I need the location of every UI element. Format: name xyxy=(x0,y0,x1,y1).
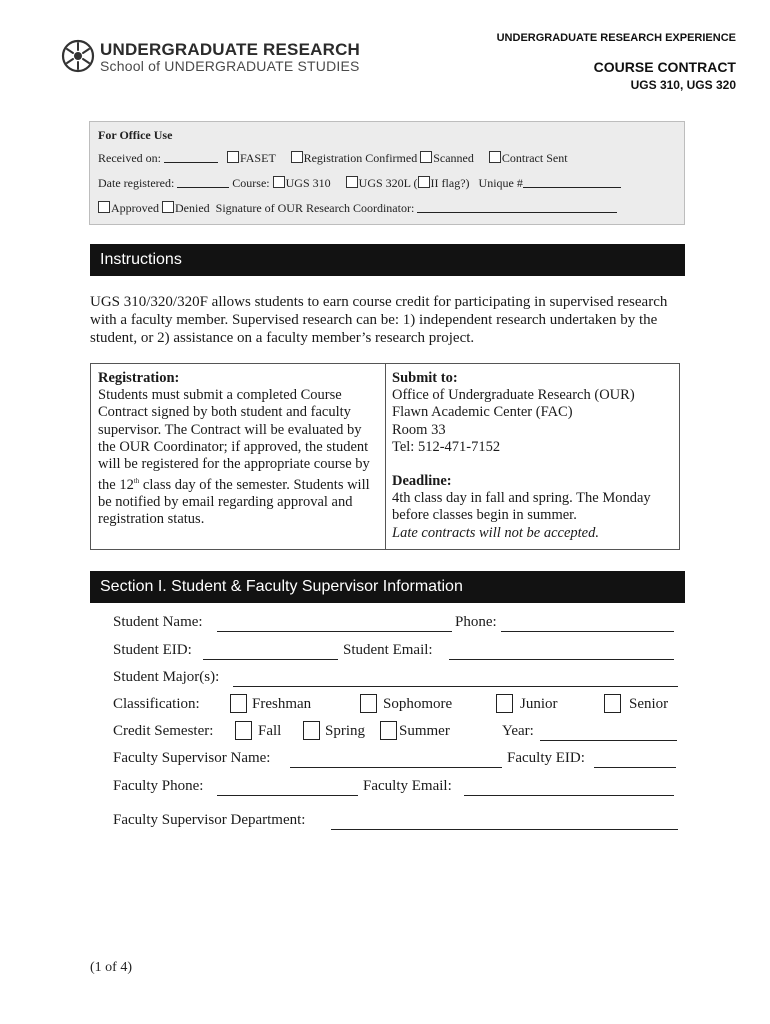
freshman-label: Freshman xyxy=(252,696,312,712)
approved-label: Approved xyxy=(111,201,159,215)
senior-checkbox[interactable] xyxy=(604,694,621,713)
faset-checkbox[interactable] xyxy=(227,151,239,163)
info-table xyxy=(90,363,680,550)
faculty-name-label: Faculty Supervisor Name: xyxy=(113,750,271,766)
registration-text-b: class day of the semester. Students will be notified by email regarding approval and registration status. xyxy=(98,477,370,528)
student-name-label: Student Name: xyxy=(113,614,203,630)
freshman-checkbox[interactable] xyxy=(230,694,247,713)
summer-label: Summer xyxy=(399,723,450,739)
ugs310-label: UGS 310 xyxy=(285,176,331,190)
ugs310-checkbox[interactable] xyxy=(273,176,285,188)
year-label: Year: xyxy=(502,723,534,739)
date-registered-blank[interactable] xyxy=(177,176,229,188)
submit-line-3: Room 33 xyxy=(392,421,446,438)
faculty-eid-field[interactable] xyxy=(594,766,676,768)
section1-heading: Section I. Student & Faculty Supervisor Information xyxy=(90,571,685,603)
approved-checkbox[interactable] xyxy=(98,201,110,213)
submit-line-2: Flawn Academic Center (FAC) xyxy=(392,404,573,421)
instructions-heading: Instructions xyxy=(90,244,685,276)
ugs320l-checkbox[interactable] xyxy=(346,176,358,188)
doc-title: COURSE CONTRACT xyxy=(593,59,736,75)
sophomore-checkbox[interactable] xyxy=(360,694,377,713)
summer-checkbox[interactable] xyxy=(380,721,397,740)
office-heading: For Office Use xyxy=(98,128,173,142)
spring-checkbox[interactable] xyxy=(303,721,320,740)
denied-label: Denied xyxy=(175,201,210,215)
brand-subtitle: School of UNDERGRADUATE STUDIES xyxy=(100,58,360,74)
year-field[interactable] xyxy=(540,739,677,741)
faculty-eid-label: Faculty EID: xyxy=(507,750,585,766)
faculty-phone-field[interactable] xyxy=(217,794,358,796)
doc-courses: UGS 310, UGS 320 xyxy=(630,78,736,92)
faculty-name-field[interactable] xyxy=(290,766,502,768)
signature-label: Signature of OUR Research Coordinator: xyxy=(215,201,415,215)
unique-blank[interactable] xyxy=(523,176,621,188)
registration-text-a: Students must submit a completed Course Contract signed by both student and faculty supervisor. The Contract will be evaluated by the OUR Coordinator; if approved, the student will be registered for the appropriate course by the 12 xyxy=(98,387,370,494)
doc-kicker: UNDERGRADUATE RESEARCH EXPERIENCE xyxy=(496,32,736,44)
fall-checkbox[interactable] xyxy=(235,721,252,740)
registration-heading: Registration: xyxy=(98,370,180,386)
student-name-field[interactable] xyxy=(217,630,452,632)
student-majors-field[interactable] xyxy=(233,685,678,687)
submit-cell xyxy=(392,370,674,542)
student-email-field[interactable] xyxy=(449,658,674,660)
phone-label: Phone: xyxy=(455,614,497,630)
registration-sup: th xyxy=(133,477,140,486)
registration-cell xyxy=(98,370,380,529)
ugr-logo-icon xyxy=(60,38,96,74)
faculty-department-field[interactable] xyxy=(331,828,678,830)
denied-checkbox[interactable] xyxy=(162,201,174,213)
submit-heading: Submit to: xyxy=(392,370,458,386)
instructions-intro: UGS 310/320/320F allows students to earn course credit for participating in supervised research with a faculty member. Supervised research can be: 1) independent research undertaken by the student, or 2) assistance on a faculty member’s research project. xyxy=(90,294,668,346)
credit-semester-label: Credit Semester: xyxy=(113,723,214,739)
received-on-label: Received on: xyxy=(98,151,161,165)
table-divider xyxy=(385,364,386,549)
ii-flag-checkbox[interactable] xyxy=(418,176,430,188)
scanned-label: Scanned xyxy=(433,151,474,165)
phone-field[interactable] xyxy=(501,630,674,632)
office-row-2 xyxy=(98,176,621,191)
fall-label: Fall xyxy=(258,723,282,739)
senior-label: Senior xyxy=(629,696,669,712)
faculty-email-field[interactable] xyxy=(464,794,674,796)
registration-confirmed-label: Registration Confirmed xyxy=(303,151,418,165)
junior-checkbox[interactable] xyxy=(496,694,513,713)
student-eid-field[interactable] xyxy=(203,658,338,660)
student-majors-label: Student Major(s): xyxy=(113,669,220,685)
deadline-note: Late contracts will not be accepted. xyxy=(392,524,599,541)
classification-label: Classification: xyxy=(113,696,200,712)
sophomore-label: Sophomore xyxy=(383,696,453,712)
student-eid-label: Student EID: xyxy=(113,642,192,658)
page-number: (1 of 4) xyxy=(90,960,132,975)
signature-blank[interactable] xyxy=(417,201,617,213)
deadline-text: 4th class day in fall and spring. The Monday before classes begin in summer. xyxy=(392,490,651,524)
spring-label: Spring xyxy=(325,723,366,739)
faculty-email-label: Faculty Email: xyxy=(363,778,452,794)
faset-label: FASET xyxy=(239,151,276,165)
junior-label: Junior xyxy=(520,696,558,712)
brand-title: UNDERGRADUATE RESEARCH xyxy=(100,40,361,59)
received-on-blank[interactable] xyxy=(164,151,218,163)
contract-sent-checkbox[interactable] xyxy=(489,151,501,163)
office-row-1 xyxy=(98,151,568,166)
course-label: Course: xyxy=(232,176,270,190)
unique-label: Unique # xyxy=(478,176,523,190)
registration-text xyxy=(98,387,380,528)
contract-sent-label: Contract Sent xyxy=(501,151,568,165)
date-registered-label: Date registered: xyxy=(98,176,175,190)
office-row-3 xyxy=(98,201,617,216)
submit-line-4: Tel: 512-471-7152 xyxy=(392,438,501,455)
student-email-label: Student Email: xyxy=(343,642,433,658)
faculty-phone-label: Faculty Phone: xyxy=(113,778,204,794)
registration-confirmed-checkbox[interactable] xyxy=(291,151,303,163)
office-use-box xyxy=(89,121,685,225)
faculty-department-label: Faculty Supervisor Department: xyxy=(113,812,306,828)
ugs320l-label: UGS 320L ( xyxy=(358,176,418,190)
submit-line-1: Office of Undergraduate Research (OUR) xyxy=(392,387,635,404)
scanned-checkbox[interactable] xyxy=(420,151,432,163)
deadline-heading: Deadline: xyxy=(392,473,452,490)
ii-flag-label: II flag?) xyxy=(430,176,470,190)
